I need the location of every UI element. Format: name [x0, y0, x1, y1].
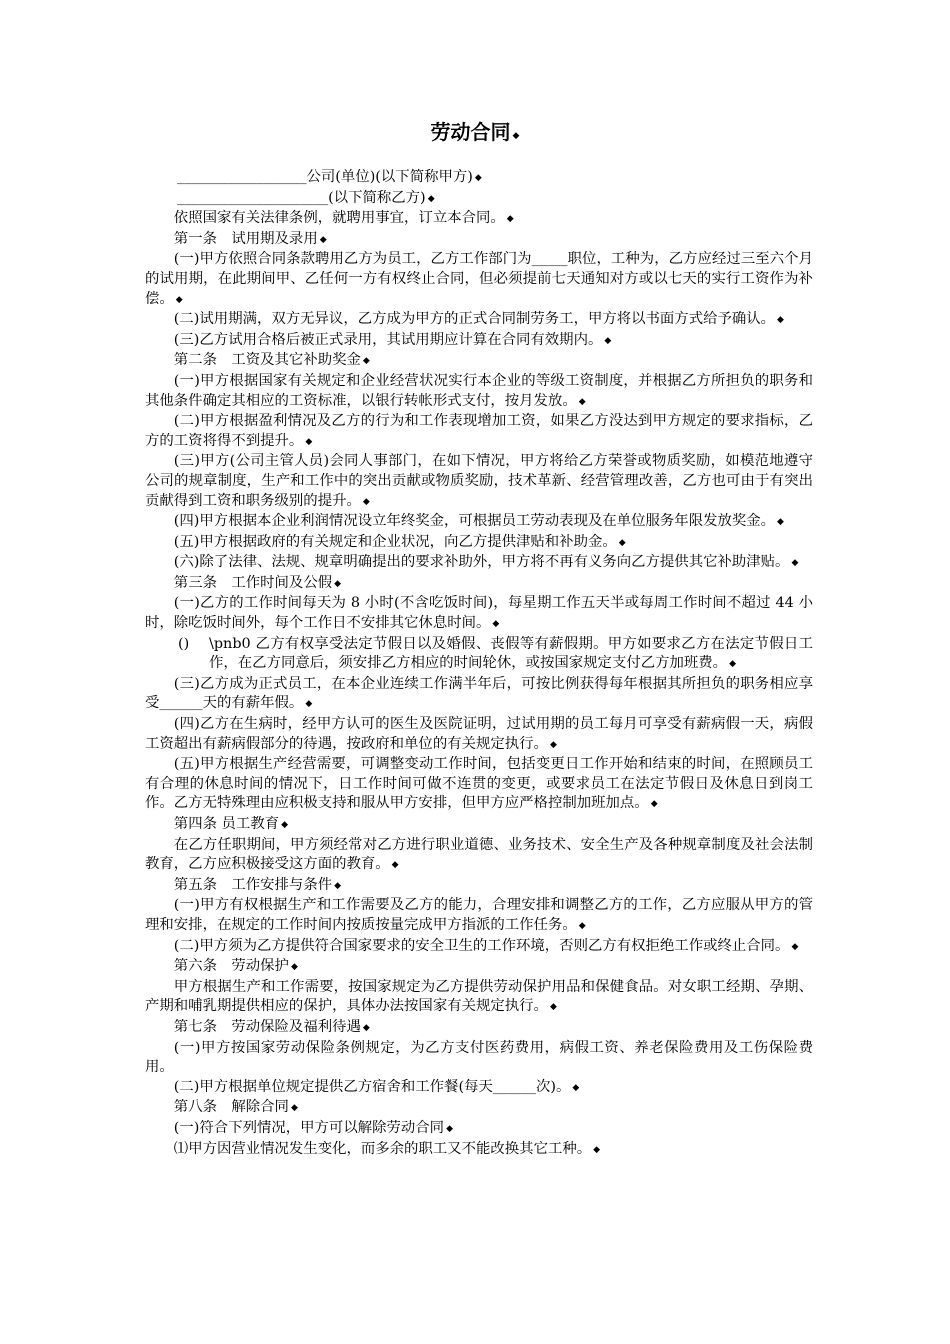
- paragraph: (二)试用期满，双方无异议，乙方成为甲方的正式合同制劳务工，甲方将以书面方式给予确认。 ◆: [173, 311, 784, 328]
- article-heading: 第七条 劳动保险及福利待遇 ◆: [173, 1018, 370, 1035]
- article-heading: 第六条 劳动保护 ◆: [173, 958, 298, 975]
- document-title: [0, 116, 950, 145]
- paragraph-mark-icon: ◆: [305, 699, 313, 710]
- paragraph-mark-icon: ◆: [334, 880, 342, 891]
- paragraph-mark-icon: ◆: [578, 920, 586, 931]
- article-heading: 第八条 解除合同 ◆: [173, 1099, 298, 1116]
- paragraph: (一)甲方依照合同条款聘用乙方为员工，乙方工作部门为_____职位，工种为，乙方应经过三至六个月的试用期，在此期间甲、乙任何一方有权终止合同，但必须提前七天通知对方或以七天的实行工资作为补偿。 ◆: [145, 251, 813, 307]
- paragraph-mark-icon: ◆: [512, 131, 520, 141]
- hanging-paragraph: () \pnb0 乙方有权享受法定节假日以及婚假、丧假等有薪假期。甲方如要求乙方在法定节假日工作，在乙方同意后，须安排乙方相应的时间轮休，或按国家规定支付乙方加班费。 ◆: [178, 635, 813, 672]
- paragraph: (一)乙方的工作时间每天为 8 小时(不含吃饭时间)，每星期工作五天半或每周工作时间不超过 44 小时，除吃饭时间外，每个工作日不安排其它休息时间。 ◆: [145, 595, 813, 632]
- paragraph-mark-icon: ◆: [319, 234, 327, 245]
- paragraph-mark-icon: ◆: [290, 1103, 298, 1114]
- paragraph: ⑴甲方因营业情况发生变化，而多余的职工又不能改换其它工种。 ◆: [173, 1140, 601, 1157]
- paragraph-mark-icon: ◆: [290, 962, 298, 973]
- document-body: [145, 168, 813, 1160]
- paragraph-mark-icon: ◆: [549, 1002, 557, 1013]
- paragraph: (三)甲方(公司主管人员)会同人事部门，在如下情况，甲方将给乙方荣誉或物质奖励，如模范地遵守公司的规章制度，生产和工作中的突出贡献或物质奖励，技术革新、经营管理改善，乙方也可由于有突出贡献得到工资和职务级别的提升。 ◆: [145, 453, 813, 509]
- paragraph: 在乙方任职期间，甲方须经常对乙方进行职业道德、业务技术、安全生产及各种规章制度及社会法制教育，乙方应积极接受这方面的教育。 ◆: [145, 836, 813, 873]
- paragraph: (一)甲方根据国家有关规定和企业经营状况实行本企业的等级工资制度，并根据乙方所担负的职务和其他条件确定其相应的工资标准，以银行转帐形式支付，按月发放。 ◆: [145, 372, 813, 409]
- paragraph-mark-icon: ◆: [791, 941, 799, 952]
- party-b-line: _____________________(以下简称乙方) ◆: [177, 189, 435, 206]
- paragraph: (五)甲方根据政府的有关规定和企业状况，向乙方提供津贴和补助金。 ◆: [173, 533, 626, 550]
- paragraph-mark-icon: ◆: [549, 739, 557, 750]
- paragraph-mark-icon: ◆: [474, 173, 482, 183]
- paragraph-mark-icon: ◆: [593, 1144, 601, 1155]
- paragraph-mark-icon: ◆: [362, 496, 370, 507]
- article-heading: 第三条 工作时间及公假 ◆: [173, 574, 342, 591]
- paragraph-mark-icon: ◆: [305, 436, 313, 447]
- paragraph: 依照国家有关法律条例，就聘用事宜，订立本合同。 ◆: [173, 210, 514, 227]
- paragraph: (五)甲方根据生产经营需要，可调整变动工作时间，包括变更日工作开始和结束的时间，在照顾员工有合理的休息时间的情况下，日工作时间可做不连贯的变更，或要求员工在法定节假日及休息日到岗工作。乙方无特殊理由应积极支持和服从甲方安排，但甲方应严格控制加班加点。 ◆: [145, 756, 813, 812]
- paragraph-mark-icon: ◆: [604, 335, 612, 346]
- paragraph: (二)甲方根据盈利情况及乙方的行为和工作表现增加工资，如果乙方没达到甲方规定的要求指标，乙方的工资将得不到提升。 ◆: [145, 413, 813, 449]
- paragraph-mark-icon: ◆: [334, 578, 342, 589]
- paragraph-mark-icon: ◆: [572, 1082, 580, 1093]
- paragraph-mark-icon: ◆: [446, 1123, 453, 1134]
- paragraph: (三)乙方成为正式员工，在本企业连续工作满半年后，可按比例获得每年根据其所担负的职务相应享受______天的有薪年假。 ◆: [145, 675, 813, 712]
- paragraph-mark-icon: ◆: [729, 659, 736, 670]
- paragraph: (二)甲方根据单位规定提供乙方宿舍和工作餐(每天______次)。 ◆: [173, 1078, 580, 1095]
- paragraph-mark-icon: ◆: [362, 1022, 370, 1033]
- paragraph-mark-icon: ◆: [362, 356, 370, 367]
- paragraph: (三)乙方试用合格后被正式录用，其试用期应计算在合同有效期内。 ◆: [173, 331, 612, 348]
- paragraph: (二)甲方须为乙方提供符合国家要求的安全卫生的工作环境，否则乙方有权拒绝工作或终止合同。 ◆: [173, 937, 799, 954]
- paragraph: (一)符合下列情况，甲方可以解除劳动合同 ◆: [173, 1119, 453, 1136]
- paragraph-mark-icon: ◆: [777, 517, 784, 528]
- article-heading: 第一条 试用期及录用 ◆: [173, 230, 327, 247]
- paragraph-mark-icon: ◆: [618, 537, 626, 548]
- article-heading: 第四条 员工教育 ◆: [173, 816, 289, 832]
- party-a-line: __________________公司(单位)(以下简称甲方) ◆: [177, 169, 482, 185]
- paragraph-mark-icon: ◆: [391, 860, 399, 871]
- paragraph: (六)除了法律、法规、规章明确提出的要求补助外，甲方将不再有义务向乙方提供其它补助津贴。 ◆: [173, 554, 799, 571]
- paragraph: (四)甲方根据本企业利润情况设立年终奖金，可根据员工劳动表现及在单位服务年限发放奖金。 ◆: [173, 513, 784, 530]
- paragraph-mark-icon: ◆: [506, 214, 514, 225]
- paragraph: 甲方根据生产和工作需要，按国家规定为乙方提供劳动保护用品和保健食品。对女职工经期、孕期、产期和哺乳期提供相应的保护，具体办法按国家有关规定执行。 ◆: [145, 978, 813, 1015]
- paragraph-mark-icon: ◆: [175, 294, 183, 305]
- paragraph-mark-icon: ◆: [578, 396, 586, 407]
- paragraph: (四)乙方在生病时，经甲方认可的医生及医院证明，过试用期的员工每月可享受有薪病假一天，病假工资超出有薪病假部分的待遇，按政府和单位的有关规定执行。 ◆: [145, 716, 813, 752]
- paragraph: (一)甲方有权根据生产和工作需要及乙方的能力，合理安排和调整乙方的工作，乙方应服从甲方的管理和安排，在规定的工作时间内按质按量完成甲方指派的工作任务。 ◆: [145, 897, 813, 933]
- hang-label: (): [178, 635, 190, 652]
- paragraph-mark-icon: ◆: [427, 193, 435, 204]
- paragraph-mark-icon: ◆: [791, 558, 799, 569]
- title-text: 劳动合同: [430, 120, 511, 144]
- article-heading: 第五条 工作安排与条件 ◆: [173, 876, 342, 893]
- article-heading: 第二条 工资及其它补助奖金 ◆: [173, 352, 370, 369]
- paragraph-mark-icon: ◆: [281, 820, 289, 830]
- paragraph-mark-icon: ◆: [650, 799, 658, 810]
- paragraph-mark-icon: ◆: [777, 315, 784, 326]
- paragraph-mark-icon: ◆: [492, 619, 500, 630]
- paragraph: (一)甲方按国家劳动保险条例规定，为乙方支付医药费用，病假工资、养老保险费用及工伤保险费用。: [145, 1039, 813, 1076]
